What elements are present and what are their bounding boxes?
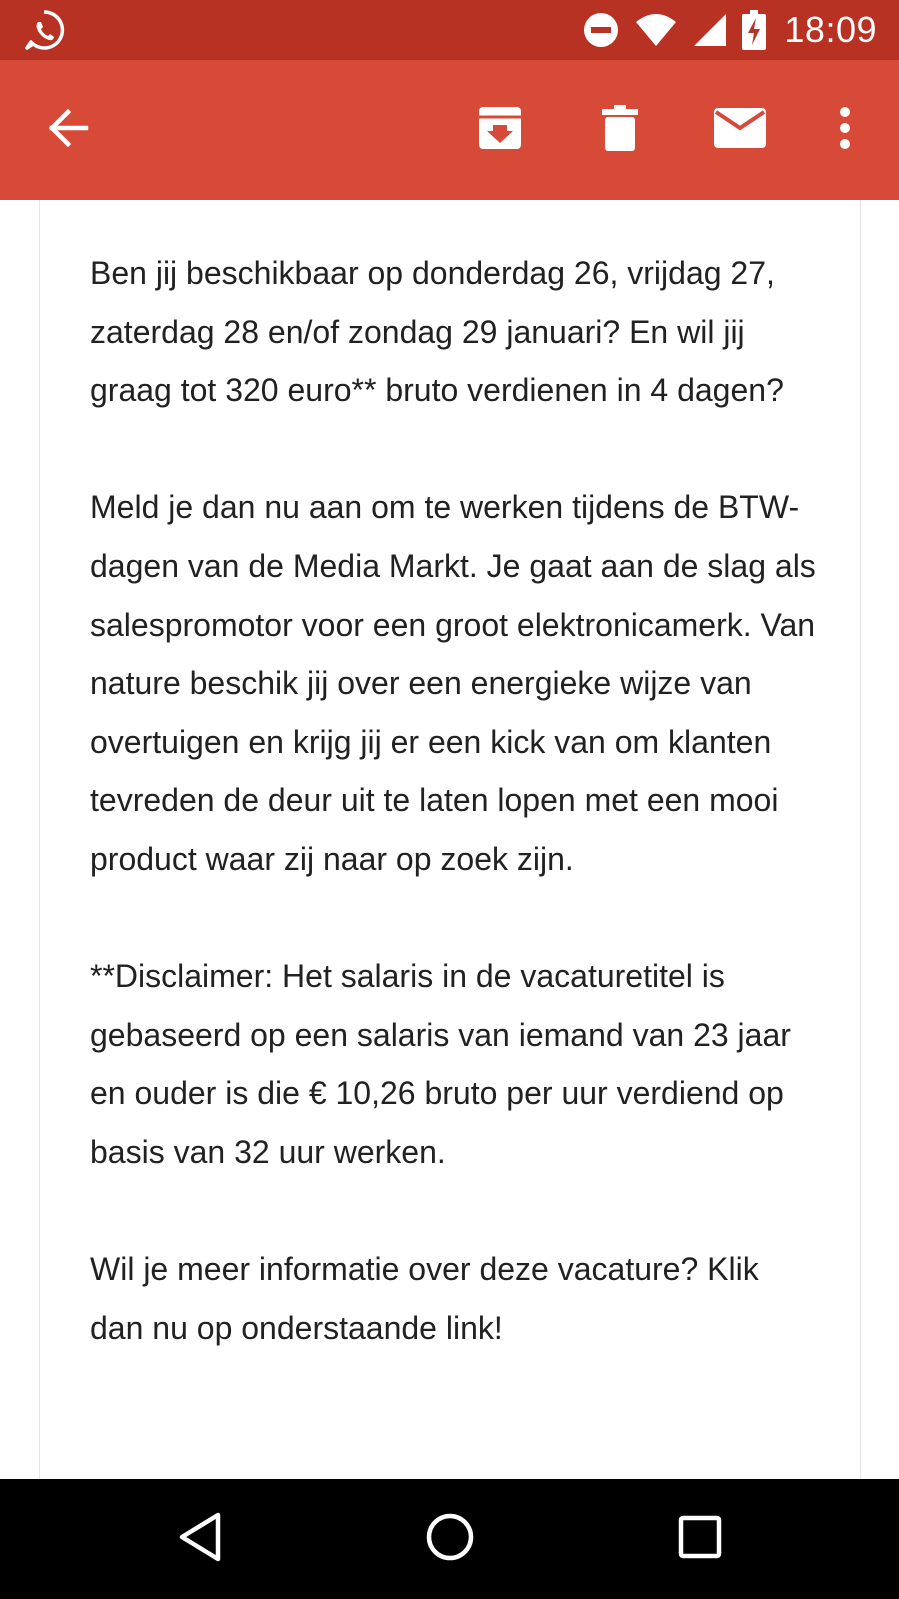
status-icons (582, 6, 877, 54)
more-vert-icon (839, 107, 851, 154)
do-not-disturb-icon (582, 11, 620, 49)
wifi-icon (634, 12, 678, 48)
back-arrow-icon (46, 108, 90, 153)
signal-icon (692, 12, 728, 48)
whatsapp-icon (22, 8, 66, 52)
battery-charging-icon (742, 10, 766, 50)
delete-icon (602, 105, 638, 156)
nav-home-icon (425, 1512, 475, 1567)
nav-home-button[interactable] (410, 1499, 490, 1579)
archive-button[interactable] (460, 60, 540, 200)
status-bar (0, 0, 899, 60)
email-paragraph: Ben jij beschikbaar op donderdag 26, vrijdag 27, zaterdag 28 en/of zondag 29 januari? En wil jij graag tot 320 euro** bruto verdienen in 4 dagen? (90, 255, 784, 409)
archive-icon (477, 105, 523, 156)
mark-unread-icon (714, 108, 766, 153)
nav-back-button[interactable] (160, 1499, 240, 1579)
nav-recents-button[interactable] (660, 1499, 740, 1579)
navigation-bar (0, 1479, 899, 1599)
mark-unread-button[interactable] (700, 60, 780, 200)
email-paragraph: Wil je meer informatie over deze vacature? Klik dan nu op onderstaande link! (90, 1251, 759, 1346)
back-button[interactable] (28, 60, 108, 200)
email-paragraph: Meld je dan nu aan om te werken tijdens de BTW-dagen van de Media Markt. Je gaat aan de slag als salespromotor voor een groot elektronicamerk. Van nature beschik jij over een energieke wijze van overtuigen en krijg jij er een kick van om klanten tevreden de deur uit te laten lopen met een mooi product waar zij naar op zoek zijn. (90, 489, 816, 877)
nav-recents-icon (678, 1515, 722, 1564)
more-options-button[interactable] (820, 60, 870, 200)
status-time: 18:09 (784, 9, 877, 50)
email-paragraph: **Disclaimer: Het salaris in de vacaturetitel is gebaseerd op een salaris van iemand van 23 jaar en ouder is die € 10,26 bruto per uur verdiend op basis van 32 uur werken. (90, 958, 791, 1170)
delete-button[interactable] (580, 60, 660, 200)
email-content[interactable] (0, 200, 899, 1480)
app-bar (0, 60, 899, 200)
email-body (90, 244, 820, 1416)
nav-back-icon (176, 1511, 224, 1568)
